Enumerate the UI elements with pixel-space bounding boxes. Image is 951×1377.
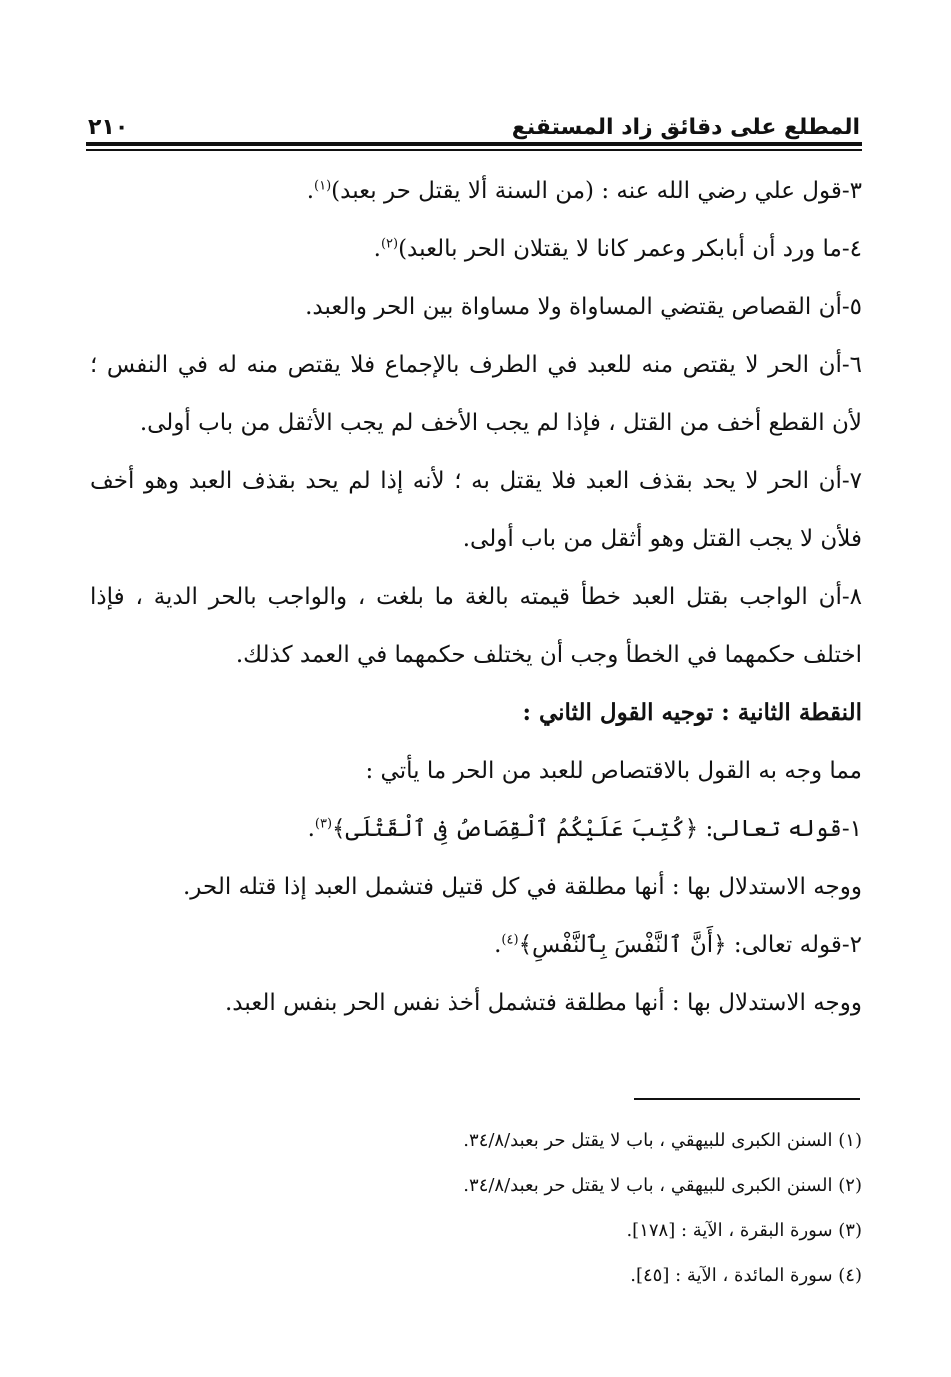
paragraph: مما وجه به القول بالاقتصاص للعبد من الحر ما يأتي : <box>365 758 862 784</box>
paragraph: ٨-أن الواجب بقتل العبد خطأ قيمته بالغة ما بلغت ، والواجب بالحر الدية ، فإذا اختلف حكمهما في الخطأ وجب أن يختلف حكمهما في العمد كذلك. <box>90 584 862 668</box>
footnote: (٤) سورة المائدة ، الآية : [٤٥]. <box>630 1265 862 1286</box>
footnote-separator <box>634 1098 860 1100</box>
page-header <box>88 100 860 140</box>
header-rule-thin <box>86 149 862 151</box>
header-rule-thick <box>86 142 862 146</box>
paragraph: ووجه الاستدلال بها : أنها مطلقة في كل قتيل فتشمل العبد إذا قتله الحر. <box>182 874 862 900</box>
running-title: المطلع على دقائق زاد المستقنع <box>511 115 860 140</box>
footnotes <box>90 1118 862 1298</box>
paragraph: ٥-أن القصاص يقتضي المساواة ولا مساواة بين الحر والعبد. <box>305 294 862 320</box>
footnote-ref: (١) <box>314 178 332 194</box>
body-text <box>90 162 862 1032</box>
paragraph: ١-قوله تعالى: ﴿كُتِبَ عَلَيْكُمُ ٱلْقِصَاصُ فِى ٱلْقَتْلَى﴾$^{(٣)}$. <box>307 816 862 842</box>
paragraph: ٣-قول علي رضي الله عنه : (من السنة ألا يقتل حر بعبد)$^{(١)}$. <box>306 178 862 204</box>
footnote-ref: (٢) <box>380 236 399 252</box>
paragraph: ٤-ما ورد أن أبابكر وعمر كانا لا يقتلان الحر بالعبد)$^{(٢)}$. <box>373 236 862 262</box>
footnote: (٣) سورة البقرة ، الآية : [١٧٨]. <box>626 1220 862 1241</box>
footnote-ref: (٣) <box>314 816 333 832</box>
paragraph: ووجه الاستدلال بها : أنها مطلقة فتشمل أخذ نفس الحر بنفس العبد. <box>225 990 862 1016</box>
footnote: (١) السنن الكبرى للبيهقي ، باب لا يقتل حر بعبد/٣٤/٨. <box>463 1130 862 1151</box>
section-heading: النقطة الثانية : توجيه القول الثاني : <box>522 699 862 726</box>
footnote: (٢) السنن الكبرى للبيهقي ، باب لا يقتل حر بعبد/٣٤/٨. <box>463 1175 862 1196</box>
footnote-ref: (٤) <box>501 932 519 948</box>
paragraph: ٧-أن الحر لا يحد بقذف العبد فلا يقتل به ؛ لأنه إذا لم يحد بقذف العبد وهو أخف فلأن لا يجب القتل وهو أثقل من باب أولى. <box>90 468 862 552</box>
page-number: ٢١٠ <box>88 115 129 140</box>
paragraph: ٦-أن الحر لا يقتص منه للعبد في الطرف بالإجماع فلا يقتص منه له في النفس ؛ لأن القطع أخف من القتل ، فإذا لم يجب الأخف لم يجب الأثقل من باب أولى. <box>90 352 862 436</box>
paragraph: ٢-قوله تعالى: ﴿أَنَّ ٱلنَّفْسَ بِٱلنَّفْسِ﴾$^{(٤)}$. <box>494 932 862 958</box>
